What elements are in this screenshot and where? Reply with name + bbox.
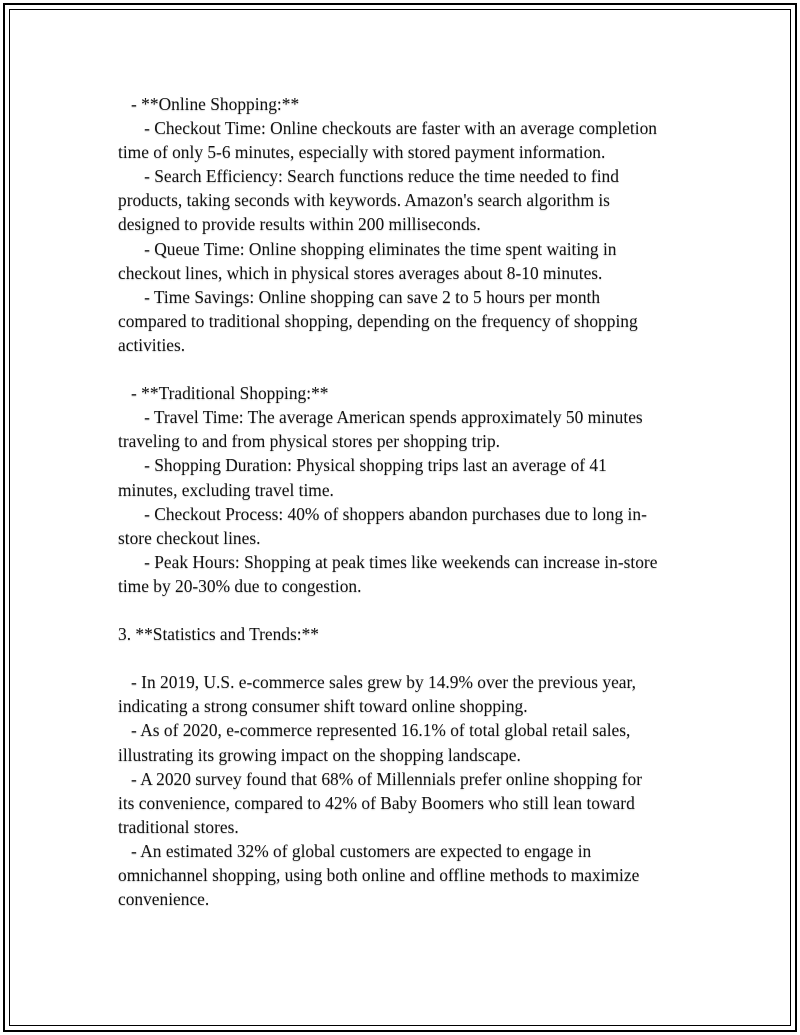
stats-item-ecommerce-growth <box>118 670 690 718</box>
text-line: designed to provide results within 200 milliseconds. <box>118 214 481 235</box>
text-line: - Shopping Duration: Physical shopping trips last an average of 41 <box>118 455 607 476</box>
text-line: indicating a strong consumer shift toward online shopping. <box>118 696 528 717</box>
text-line: - Peak Hours: Shopping at peak times like weekends can increase in-store <box>118 551 658 572</box>
text-line: its convenience, compared to 42% of Baby Boomers who still lean toward <box>118 792 635 813</box>
text-line: - An estimated 32% of global customers are expected to engage in <box>118 840 592 861</box>
stats-item-global-retail-share <box>118 718 690 766</box>
text-line: store checkout lines. <box>118 527 261 548</box>
text-line: omnichannel shopping, using both online and offline methods to maximize <box>118 865 640 885</box>
text-line: compared to traditional shopping, depending on the frequency of shopping <box>118 310 638 331</box>
text-line: activities. <box>118 334 186 355</box>
text-line: - As of 2020, e-commerce represented 16.1% of total global retail sales, <box>118 720 631 741</box>
text-line: - Checkout Time: Online checkouts are faster with an average completion <box>118 118 657 139</box>
traditional-item-checkout-process <box>118 502 690 550</box>
text-line: - In 2019, U.S. e-commerce sales grew by 14.9% over the previous year, <box>118 672 636 693</box>
text-line: checkout lines, which in physical stores averages about 8-10 minutes. <box>118 262 603 283</box>
online-shopping-heading: - **Online Shopping:** <box>118 94 300 114</box>
text-line: products, taking seconds with keywords. Amazon's search algorithm is <box>118 190 610 211</box>
stats-item-omnichannel <box>118 839 690 911</box>
traditional-item-travel-time <box>118 405 690 453</box>
text-line: traveling to and from physical stores per shopping trip. <box>118 431 501 452</box>
statistics-heading: 3. **Statistics and Trends:** <box>118 624 319 645</box>
text-line: time of only 5-6 minutes, especially with stored payment information. <box>118 142 606 163</box>
paragraph-gap <box>118 646 690 670</box>
text-line: time by 20-30% due to congestion. <box>118 575 362 596</box>
traditional-shopping-heading: - **Traditional Shopping:** <box>118 383 329 404</box>
document-body <box>118 92 690 911</box>
online-item-time-savings <box>118 285 690 357</box>
traditional-item-peak-hours <box>118 550 690 598</box>
online-item-search-efficiency <box>118 164 690 236</box>
online-item-queue-time <box>118 237 690 285</box>
text-line: - Travel Time: The average American spends approximately 50 minutes <box>118 407 643 428</box>
text-line: minutes, excluding travel time. <box>118 479 334 500</box>
traditional-item-shopping-duration <box>118 453 690 501</box>
text-line: - A 2020 survey found that 68% of Millennials prefer online shopping for <box>118 768 643 789</box>
text-line: - Queue Time: Online shopping eliminates the time spent waiting in <box>118 238 617 259</box>
stats-item-generational-survey <box>118 767 690 839</box>
text-line: traditional stores. <box>118 816 239 837</box>
online-item-checkout-time <box>118 116 690 164</box>
text-line: convenience. <box>118 889 210 910</box>
text-line: illustrating its growing impact on the shopping landscape. <box>118 744 521 765</box>
text-line: - Checkout Process: 40% of shoppers abandon purchases due to long in- <box>118 503 647 524</box>
paragraph-gap <box>118 357 690 381</box>
text-line: - Time Savings: Online shopping can save 2 to 5 hours per month <box>118 286 601 307</box>
text-line: - Search Efficiency: Search functions reduce the time needed to find <box>118 166 619 187</box>
paragraph-gap <box>118 598 690 622</box>
